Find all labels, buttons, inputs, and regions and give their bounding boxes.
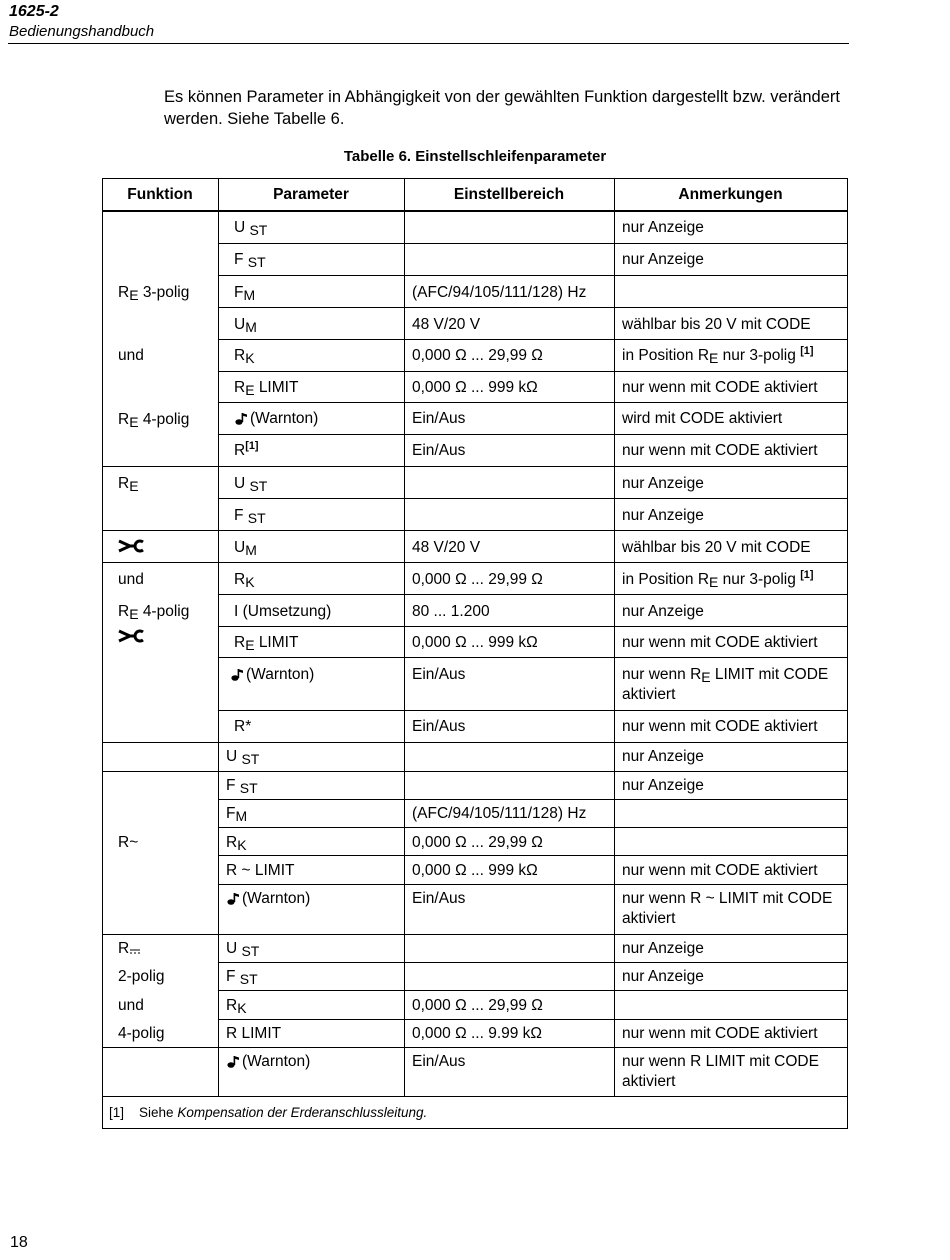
note-text: nur wenn R LIMIT mit CODE aktiviert bbox=[622, 1053, 819, 1090]
function-r-ac: R~ bbox=[118, 834, 139, 851]
note-text: wird mit CODE aktiviert bbox=[622, 410, 783, 427]
function-re-3-polig: $R_E$ 3-polig bbox=[118, 284, 190, 303]
note-text: nur Anzeige bbox=[622, 251, 704, 268]
range-text: 0,000 Ω ... 29,99 Ω bbox=[412, 571, 543, 588]
range-text: Ein/Aus bbox=[412, 890, 466, 907]
note-text: nur wenn mit CODE aktiviert bbox=[622, 1025, 818, 1042]
footnote-mark: [1] bbox=[109, 1105, 125, 1120]
param-f-m: $F_M$ bbox=[234, 284, 256, 303]
note-text: nur Anzeige bbox=[622, 748, 704, 765]
music-note-icon bbox=[226, 890, 240, 906]
range-text: Ein/Aus bbox=[412, 1053, 466, 1070]
header-rule bbox=[8, 43, 849, 44]
param-u-st: U $_{ST}$ bbox=[226, 748, 260, 767]
range-text: 48 V/20 V bbox=[412, 316, 481, 333]
param-r-k: $R_K$ bbox=[226, 997, 247, 1016]
param-r-star: R* bbox=[234, 718, 252, 735]
intro-paragraph: Es können Parameter in Abhängigkeit von der gewählten Funktion dargestellt bzw. verändert werden. Siehe Tabelle 6. bbox=[164, 88, 840, 128]
note-text: nur wenn mit CODE aktiviert bbox=[622, 442, 818, 459]
param-warnton: (Warnton) bbox=[230, 665, 314, 685]
range-text: Ein/Aus bbox=[412, 718, 466, 735]
note-text: nur Anzeige bbox=[622, 940, 704, 957]
table-caption: Tabelle 6. Einstellschleifenparameter bbox=[343, 148, 607, 165]
note-text: nur wenn mit CODE aktiviert bbox=[622, 634, 818, 651]
param-warnton: (Warnton) bbox=[226, 1052, 310, 1072]
function-und: und bbox=[118, 997, 144, 1014]
note-text: wählbar bis 20 V mit CODE bbox=[622, 316, 811, 333]
param-u-st: U $_{ST}$ bbox=[226, 940, 260, 959]
music-note-icon bbox=[226, 1053, 240, 1069]
function-clamp bbox=[118, 627, 144, 647]
function-und: und bbox=[118, 571, 144, 588]
note-text: nur Anzeige bbox=[622, 219, 704, 236]
range-text: 0,000 Ω ... 999 kΩ bbox=[412, 634, 538, 651]
range-text: Ein/Aus bbox=[412, 442, 466, 459]
param-r-k: $R_K$ bbox=[226, 834, 247, 853]
note-text: nur wenn mit CODE aktiviert bbox=[622, 862, 818, 879]
param-umsetzung: I (Umsetzung) bbox=[234, 603, 332, 620]
param-r-tilde-limit: R ~ LIMIT bbox=[226, 862, 295, 879]
range-text: 80 ... 1.200 bbox=[412, 603, 490, 620]
dc-resistance-icon bbox=[129, 947, 141, 955]
range-text: 0,000 Ω ... 29,99 Ω bbox=[412, 997, 543, 1014]
column-header-funktion: Funktion bbox=[127, 186, 193, 203]
param-warnton: (Warnton) bbox=[226, 889, 310, 909]
range-text: 0,000 Ω ... 999 kΩ bbox=[412, 379, 538, 396]
param-u-st: U $_{ST}$ bbox=[234, 219, 268, 238]
page-number: 18 bbox=[10, 1234, 28, 1251]
param-f-m: $F_M$ bbox=[226, 805, 248, 824]
range-text: Ein/Aus bbox=[412, 666, 466, 683]
note-text: nur wenn mit CODE aktiviert bbox=[622, 718, 818, 735]
note-text: nur wenn mit CODE aktiviert bbox=[622, 379, 818, 396]
column-header-einstellbereich: Einstellbereich bbox=[453, 186, 565, 203]
function-re: $R_E$ bbox=[118, 475, 139, 494]
range-text: (AFC/94/105/111/128) Hz bbox=[412, 284, 587, 301]
column-header-anmerkungen: Anmerkungen bbox=[678, 186, 783, 203]
function-4-polig: 4-polig bbox=[118, 1025, 165, 1042]
param-re-limit: $R_E$ LIMIT bbox=[234, 379, 299, 398]
note-text: wählbar bis 20 V mit CODE bbox=[622, 539, 811, 556]
function-und: und bbox=[118, 347, 144, 364]
note-text: nur Anzeige bbox=[622, 968, 704, 985]
param-r-k: $R_K$ bbox=[234, 347, 255, 366]
param-u-st: U $_{ST}$ bbox=[234, 475, 268, 494]
note-text: aktiviert bbox=[622, 686, 676, 703]
note-text: nur Anzeige bbox=[622, 475, 704, 492]
param-r-k: $R_K$ bbox=[234, 571, 255, 590]
param-u-m: $U_M$ bbox=[234, 316, 257, 335]
current-clamp-icon bbox=[118, 629, 144, 643]
range-text: Ein/Aus bbox=[412, 410, 466, 427]
param-f-st: F $_{ST}$ bbox=[226, 777, 258, 796]
function-r-dc: R bbox=[118, 939, 141, 959]
param-r-limit: R LIMIT bbox=[226, 1025, 282, 1042]
column-header-parameter: Parameter bbox=[273, 186, 349, 203]
function-re-4-polig: $R_E$ 4-polig bbox=[118, 411, 190, 430]
range-text: 48 V/20 V bbox=[412, 539, 481, 556]
range-text: (AFC/94/105/111/128) Hz bbox=[412, 805, 587, 822]
range-text: 0,000 Ω ... 9.99 kΩ bbox=[412, 1025, 543, 1042]
param-re-limit: $R_E$ LIMIT bbox=[234, 634, 299, 653]
note-text: in Position $R_E$ nur 3-polig [1] bbox=[622, 569, 814, 590]
param-f-st: F $_{ST}$ bbox=[234, 507, 266, 526]
function-re-4-polig: $R_E$ 4-polig bbox=[118, 603, 190, 622]
range-text: 0,000 Ω ... 29,99 Ω bbox=[412, 834, 543, 851]
function-clamp bbox=[118, 537, 144, 557]
note-text: nur wenn R ~ LIMIT mit CODE aktiviert bbox=[622, 890, 833, 927]
current-clamp-icon bbox=[118, 539, 144, 553]
function-2-polig: 2-polig bbox=[118, 968, 165, 985]
music-note-icon bbox=[230, 666, 244, 682]
param-f-st: F $_{ST}$ bbox=[234, 251, 266, 270]
manual-title: Bedienungshandbuch bbox=[9, 23, 155, 40]
note-text: nur Anzeige bbox=[622, 777, 704, 794]
range-text: 0,000 Ω ... 29,99 Ω bbox=[412, 347, 543, 364]
note-text: in Position $R_E$ nur 3-polig [1] bbox=[622, 345, 814, 366]
footnote-prefix: Siehe bbox=[139, 1105, 174, 1120]
param-f-st: F $_{ST}$ bbox=[226, 968, 258, 987]
param-u-m: $U_M$ bbox=[234, 539, 257, 558]
note-text: nur Anzeige bbox=[622, 603, 704, 620]
table-footnote bbox=[109, 1105, 427, 1120]
param-r-footnote: R[1] bbox=[234, 440, 259, 459]
music-note-icon bbox=[234, 410, 248, 426]
note-text: nur wenn $R_E$ LIMIT mit CODE bbox=[622, 666, 829, 685]
param-warnton: (Warnton) bbox=[234, 409, 318, 429]
note-text: nur Anzeige bbox=[622, 507, 704, 524]
range-text: 0,000 Ω ... 999 kΩ bbox=[412, 862, 538, 879]
footnote-reference: Kompensation der Erderanschlussleitung. bbox=[177, 1105, 428, 1120]
manual-model: 1625-2 bbox=[9, 3, 59, 20]
